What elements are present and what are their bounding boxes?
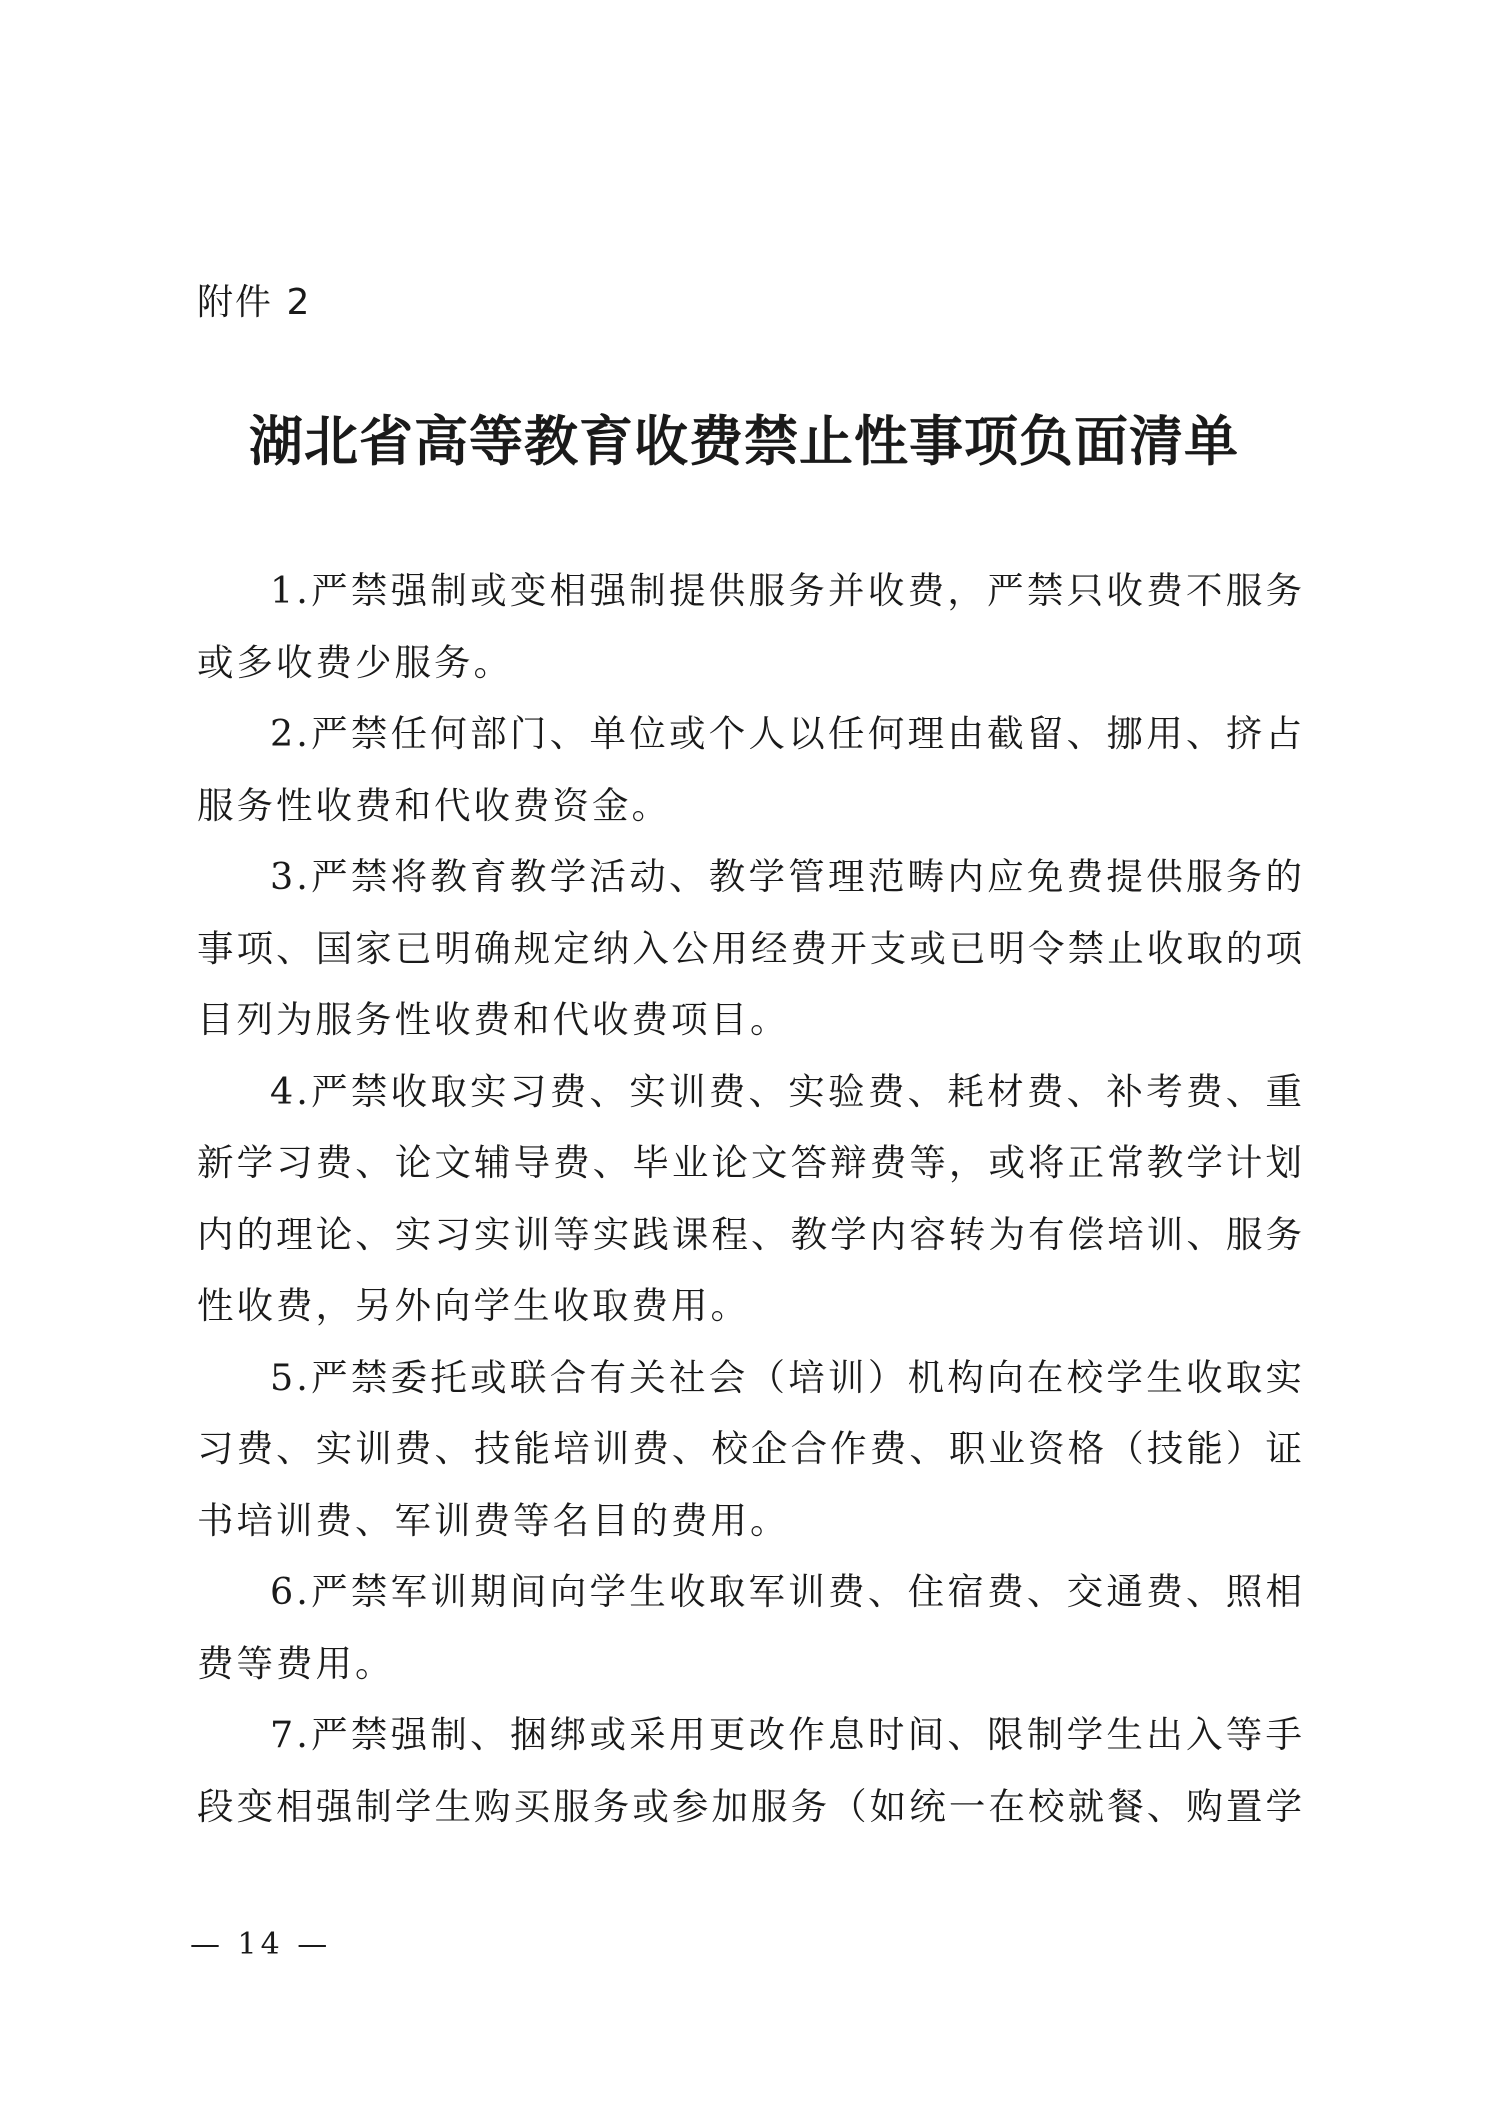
list-item: 7.严禁强制、捆绑或采用更改作息时间、限制学生出入等手段变相强制学生购买服务或参加服务（如统一在校就餐、购置学	[197, 1713, 1305, 1828]
list-item: 6.严禁军训期间向学生收取军训费、住宿费、交通费、照相费等费用。	[197, 1570, 1305, 1685]
list-item: 2.严禁任何部门、单位或个人以任何理由截留、挪用、挤占服务性收费和代收费资金。	[197, 712, 1305, 827]
document-title: 湖北省高等教育收费禁止性事项负面清单	[249, 409, 1239, 473]
list-item: 3.严禁将教育教学活动、教学管理范畴内应免费提供服务的事项、国家已明确规定纳入公用经费开支或已明令禁止收取的项目列为服务性收费和代收费项目。	[197, 855, 1305, 1041]
list-item: 5.严禁委托或联合有关社会（培训）机构向在校学生收取实习费、实训费、技能培训费、校企合作费、职业资格（技能）证书培训费、军训费等名目的费用。	[197, 1355, 1305, 1542]
page-number: — 14 —	[190, 1927, 332, 1962]
list-item: 4.严禁收取实习费、实训费、实验费、耗材费、补考费、重新学习费、论文辅导费、毕业论文答辩费等，或将正常教学计划内的理论、实习实训等实践课程、教学内容转为有偿培训、服务性收费，另外向学生收取费用。	[197, 1069, 1305, 1327]
attachment-label: 附件 2	[197, 282, 312, 323]
list-item: 1.严禁强制或变相强制提供服务并收费，严禁只收费不服务或多收费少服务。	[197, 569, 1305, 684]
document-body	[197, 555, 1305, 1842]
